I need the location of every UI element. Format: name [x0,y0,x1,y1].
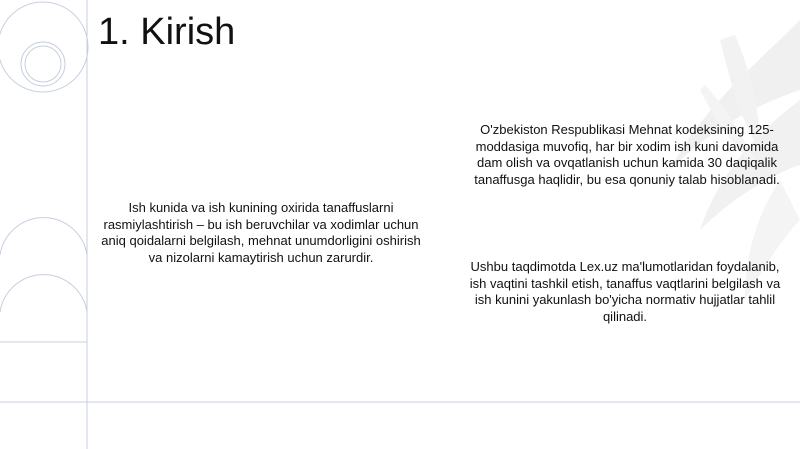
slide-title: 1. Kirish [98,11,236,53]
upper-arch-outline [0,218,87,290]
lower-arch-outline [0,275,87,342]
inner-circle-outline [25,46,61,82]
small-circle-outline [21,42,65,86]
labor-code-paragraph: O'zbekiston Respublikasi Mehnat kodeksining 125-moddasiga muvofiq, har bir xodim ish kuni davomida dam olish va ovqatlanish uchun kamida 30 daqiqalik tanaffusga haqlidir, bu esa qonuniy talab hisoblanadi. [474,122,780,187]
presentation-scope-paragraph: Ushbu taqdimotda Lex.uz ma'lumotlaridan foydalanib, ish vaqtini tashkil etish, tanaffus vaqtlarini belgilash va ish kunini yakunlash bo'yicha normativ hujjatlar tahlil qilinadi. [469,259,781,324]
large-circle-outline [0,2,88,92]
intro-paragraph: Ish kunida va ish kunining oxirida tanaffuslarni rasmiylashtirish – bu ish beruvchilar va xodimlar uchun aniq qoidalarni belgilash, mehnat unumdorligini oshirish va nizolarni kamaytirish uchun zarurdir. [101,200,421,265]
